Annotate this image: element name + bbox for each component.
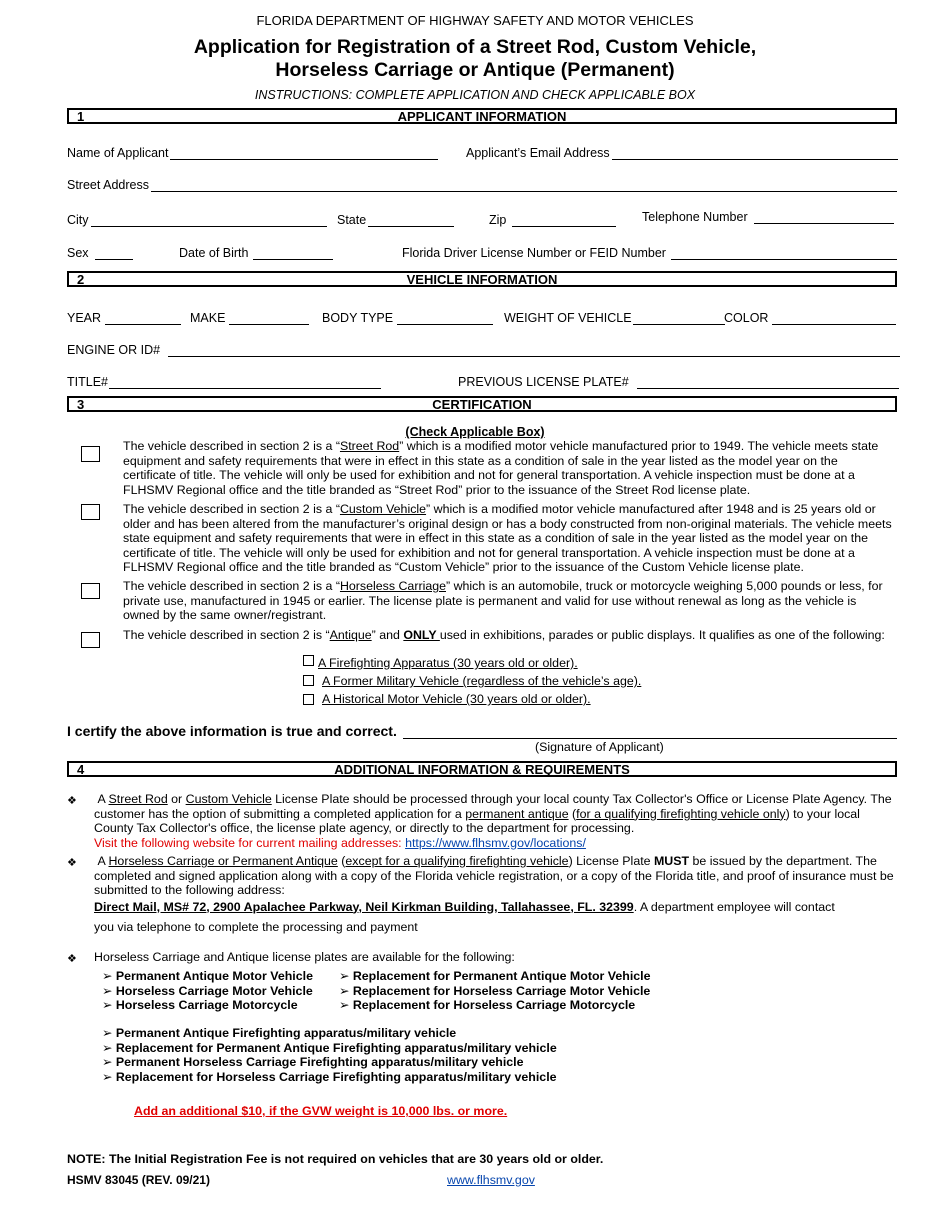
- field-label: Street Address: [67, 178, 149, 192]
- list-item: ➢ Replacement for Permanent Antique Firefighting apparatus/military vehicle: [102, 1041, 557, 1056]
- field-label: Florida Driver License Number or FEID Number: [402, 246, 666, 260]
- street-rod-text: The vehicle described in section 2 is a “Street Rod” which is a modified motor vehicle manufactured prior to 1949. The vehicle meets state equipment and safety requirements that were in effect in this state as a condition of sale in the year listed as the model year on the certificate of title. The vehicle will only be used for exhibition and not for general transportation. A vehicle inspection must be done at a FLHSMV Regional office and the title branded as “Street Rod” prior to the issuance of the Street Rod license plate.: [123, 439, 879, 497]
- sex-field: [67, 246, 133, 260]
- custom-vehicle-text: The vehicle described in section 2 is a “Custom Vehicle” which is a modified motor vehicle manufactured after 1948 and is 25 years old or older and has been altered from the manufacturer’s original design or has a body constructed from non-original materials. The vehicle meets state equipment and safety requirements that were in effect in this state as a condition of sale in the year listed as the model year on the certificate of title. The vehicle will only be used for exhibition and not for general transportation. A vehicle inspection must be done at a FLHSMV Regional office and the title branded as “Custom Vehicle” prior to the issuance of the Custom Vehicle license plate.: [123, 502, 892, 574]
- list-item: ➢ Permanent Horseless Carriage Firefighting apparatus/military vehicle: [102, 1055, 557, 1070]
- section-title: APPLICANT INFORMATION: [397, 109, 567, 124]
- weight-input[interactable]: [633, 311, 725, 325]
- title-line-2: Horseless Carriage or Antique (Permanent): [275, 59, 675, 81]
- list-item: ➢ Permanent Antique Motor Vehicle: [102, 969, 313, 984]
- section-number: 4: [77, 762, 85, 777]
- license-field: [402, 246, 897, 260]
- make-input[interactable]: [229, 311, 309, 325]
- list-item: ➢ Replacement for Horseless Carriage Motor Vehicle: [339, 984, 651, 999]
- signature-input[interactable]: [403, 725, 897, 739]
- list-item: ➢ Horseless Carriage Motor Vehicle: [102, 984, 313, 999]
- color-field: [724, 311, 896, 325]
- section-1-header: [67, 108, 897, 124]
- color-input[interactable]: [772, 311, 896, 325]
- horseless-carriage-text: The vehicle described in section 2 is a “Horseless Carriage” which is an automobile, truck or motorcycle weighing 5,000 pounds or less, for private use, manufactured in 1945 or earlier. The license plate is permanent and valid for use without renewal as long as the vehicle is owned by the same owner/registrant.: [123, 579, 883, 622]
- certify-field: [67, 723, 897, 739]
- title-line-1: Application for Registration of a Street Rod, Custom Vehicle,: [193, 36, 757, 58]
- bullet-icon: ❖: [67, 857, 77, 869]
- field-label: Applicant’s Email Address: [466, 146, 610, 160]
- firefighting-checkbox[interactable]: [303, 655, 314, 666]
- certify-statement: I certify the above information is true and correct.: [67, 723, 397, 739]
- form-number: HSMV 83045 (REV. 09/21): [67, 1173, 210, 1187]
- title-number-input[interactable]: [109, 375, 381, 389]
- list-item: ➢ Horseless Carriage Motorcycle: [102, 998, 313, 1013]
- section-title: VEHICLE INFORMATION: [406, 272, 558, 287]
- field-label: Telephone Number: [642, 210, 748, 224]
- applicant-email-field: [466, 146, 898, 160]
- gvw-fee-notice: Add an additional $10, if the GVW weight is 10,000 lbs. or more.: [134, 1104, 508, 1118]
- applicant-name-field: [67, 146, 438, 160]
- list-item: ➢ Replacement for Permanent Antique Motor Vehicle: [339, 969, 651, 984]
- engine-field: [67, 343, 900, 357]
- street-rod-checkbox[interactable]: [81, 446, 100, 462]
- horseless-carriage-checkbox[interactable]: [81, 583, 100, 599]
- section-title: ADDITIONAL INFORMATION & REQUIREMENTS: [334, 762, 630, 777]
- military-checkbox[interactable]: [303, 675, 314, 686]
- field-label: Sex: [67, 246, 89, 260]
- check-heading: (Check Applicable Box): [405, 425, 545, 439]
- applicant-email-input[interactable]: [612, 146, 898, 160]
- form-title: [0, 36, 950, 82]
- list-item: ➢ Permanent Antique Firefighting apparatus/military vehicle: [102, 1026, 557, 1041]
- weight-field: [504, 311, 725, 325]
- field-label: YEAR: [67, 311, 102, 325]
- zip-field: [489, 213, 616, 227]
- locations-link[interactable]: https://www.flhsmv.gov/locations/: [405, 835, 586, 850]
- historical-checkbox[interactable]: [303, 694, 314, 705]
- plate-list-bottom: [102, 1026, 557, 1084]
- dob-field: [179, 246, 333, 260]
- field-label: ENGINE OR ID#: [67, 343, 161, 357]
- body-type-input[interactable]: [397, 311, 493, 325]
- agency-name: FLORIDA DEPARTMENT OF HIGHWAY SAFETY AND MOTOR VEHICLES: [256, 13, 694, 28]
- field-label: City: [67, 213, 89, 227]
- applicant-name-input[interactable]: [170, 146, 438, 160]
- fee-note: NOTE: The Initial Registration Fee is not required on vehicles that are 30 years old or older.: [67, 1152, 604, 1166]
- instructions: INSTRUCTIONS: COMPLETE APPLICATION AND CHECK APPLICABLE BOX: [254, 88, 696, 102]
- previous-plate-field: [458, 375, 899, 389]
- custom-vehicle-checkbox[interactable]: [81, 504, 100, 520]
- antique-checkbox[interactable]: [81, 632, 100, 648]
- telephone-field: [642, 210, 894, 224]
- bullet-icon: ❖: [67, 795, 77, 807]
- list-item: ➢ Replacement for Horseless Carriage Firefighting apparatus/military vehicle: [102, 1070, 557, 1085]
- firefighting-option: A Firefighting Apparatus (30 years old or older).: [318, 656, 578, 670]
- field-label: PREVIOUS LICENSE PLATE#: [458, 375, 629, 389]
- plate-list-right: [339, 969, 651, 1013]
- city-input[interactable]: [91, 213, 327, 227]
- historical-option: A Historical Motor Vehicle (30 years old or older).: [322, 692, 591, 706]
- field-label: BODY TYPE: [322, 311, 394, 325]
- field-label: Date of Birth: [179, 246, 249, 260]
- zip-input[interactable]: [512, 213, 616, 227]
- title-number-field: [67, 375, 381, 389]
- state-input[interactable]: [368, 213, 454, 227]
- signature-caption: (Signature of Applicant): [535, 740, 664, 754]
- website-link[interactable]: www.flhsmv.gov: [447, 1173, 535, 1187]
- street-address-input[interactable]: [151, 178, 897, 192]
- antique-text: The vehicle described in section 2 is “Antique” and ONLY used in exhibitions, parades or public displays. It qualifies as one of the following:: [123, 628, 885, 642]
- section-number: 2: [77, 272, 85, 287]
- mailing-address: Direct Mail, MS# 72, 2900 Apalachee Parkway, Neil Kirkman Building, Tallahassee, FL. 32399: [94, 899, 634, 914]
- field-label: Zip: [489, 213, 507, 227]
- field-label: WEIGHT OF VEHICLE: [504, 311, 632, 325]
- section-3-header: [67, 396, 897, 412]
- list-item: ➢ Replacement for Horseless Carriage Motorcycle: [339, 998, 651, 1013]
- field-label: State: [337, 213, 367, 227]
- city-field: [67, 213, 327, 227]
- field-label: COLOR: [724, 311, 769, 325]
- street-address-field: [67, 178, 897, 192]
- field-label: TITLE#: [67, 375, 108, 389]
- engine-input[interactable]: [168, 343, 900, 357]
- section-title: CERTIFICATION: [432, 397, 532, 412]
- horseless-antique-info: A Horseless Carriage or Permanent Antique (except for a qualifying firefighting vehicle) License Plate MUST be issued by the department. The completed and signed application along with a copy of the Florida vehicle registration, or a copy of the Florida title, and proof of insurance must be submitted to the following address: Direct Mail, MS# 72, 2900 Apalachee Parkway, Neil Kirkman Building, Tallahassee, FL. 32399. A department employee will contact you via telephone to complete the processing and payment: [94, 854, 894, 934]
- plate-list-left: [102, 969, 313, 1013]
- year-input[interactable]: [105, 311, 181, 325]
- sex-input[interactable]: [95, 246, 133, 260]
- section-number: 1: [77, 109, 85, 124]
- state-field: [337, 213, 454, 227]
- dob-input[interactable]: [253, 246, 333, 260]
- plates-available-text: Horseless Carriage and Antique license plates are available for the following:: [94, 950, 515, 964]
- field-label: MAKE: [190, 311, 226, 325]
- field-label: Name of Applicant: [67, 146, 169, 160]
- previous-plate-input[interactable]: [637, 375, 899, 389]
- military-option: A Former Military Vehicle (regardless of the vehicle’s age).: [322, 674, 642, 688]
- section-number: 3: [77, 397, 85, 412]
- body-type-field: [322, 311, 493, 325]
- bullet-icon: ❖: [67, 953, 77, 965]
- street-rod-custom-info: A Street Rod or Custom Vehicle License Plate should be processed through your local county Tax Collector's Office or License Plate Agency. The customer has the option of submitting a completed application for a permanent antique (for a qualifying firefighting vehicle only) to your local County Tax Collector's office, the license plate agency, or directly to the department for processing. Visit the following website for current mailing addresses: https://www.flhsmv.gov/locations/: [94, 792, 892, 850]
- telephone-input[interactable]: [754, 210, 894, 224]
- year-field: [67, 311, 181, 325]
- license-input[interactable]: [671, 246, 897, 260]
- make-field: [190, 311, 309, 325]
- section-4-header: [67, 761, 897, 777]
- section-2-header: [67, 271, 897, 287]
